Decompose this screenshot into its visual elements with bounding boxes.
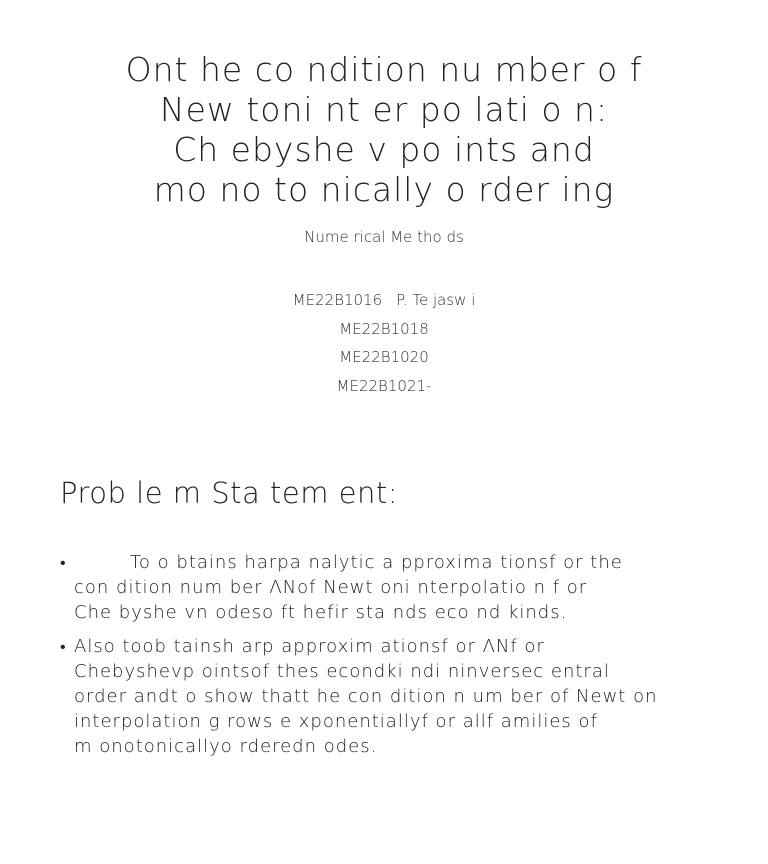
author-line-4: ME22B1021-	[336, 376, 432, 395]
bullet-line: order andt o show thatt he con dition n um ber of Newt on	[74, 686, 658, 707]
author-id: ME22B1016	[292, 291, 383, 309]
bullet-line	[74, 550, 720, 575]
bullet-line: con dition num ber ΛNof Newt oni nterpolatio n f or	[74, 577, 588, 598]
list-item	[60, 550, 720, 625]
author-line-3: ME22B1020	[339, 348, 429, 366]
list-item	[60, 634, 720, 759]
bullet-line: Also toob tainsh arp approxim ationsf or ΛNf or	[74, 636, 545, 657]
bullet-line-text: To o btains harpa nalytic a pproxima tionsf or the	[130, 552, 623, 573]
title-line-4: mo no to nically o rder ing	[153, 170, 615, 209]
bullet-line: interpolation g rows e xponentiallyf or allf amilies of	[74, 711, 598, 732]
author-line-2: ME22B1018	[339, 319, 429, 338]
bullet-list	[60, 550, 720, 768]
author-name: P. Te jasw i	[396, 291, 476, 309]
author-line-1	[0, 286, 768, 315]
section-heading: Prob le m Sta tem ent:	[60, 476, 399, 510]
bullet-line: Chebyshevp ointsof thes econdki ndi ninversec entral	[74, 661, 610, 682]
bullet-marker: •	[60, 553, 67, 572]
subtitle: Nume rical Me tho ds	[304, 228, 464, 246]
title-line-1: Ont he co ndition nu mber o f	[125, 50, 643, 89]
paper-title	[0, 50, 768, 210]
author-list	[0, 286, 768, 400]
title-line-3: Ch ebyshe v po ints and	[173, 130, 595, 169]
bullet-marker: •	[60, 637, 67, 656]
title-line-2: New toni nt er po lati o n:	[159, 90, 609, 129]
bullet-line: m onotonicallyo rderedn odes.	[74, 736, 378, 757]
bullet-line: Che byshe vn odeso ft hefir sta nds eco nd kinds.	[74, 602, 568, 623]
